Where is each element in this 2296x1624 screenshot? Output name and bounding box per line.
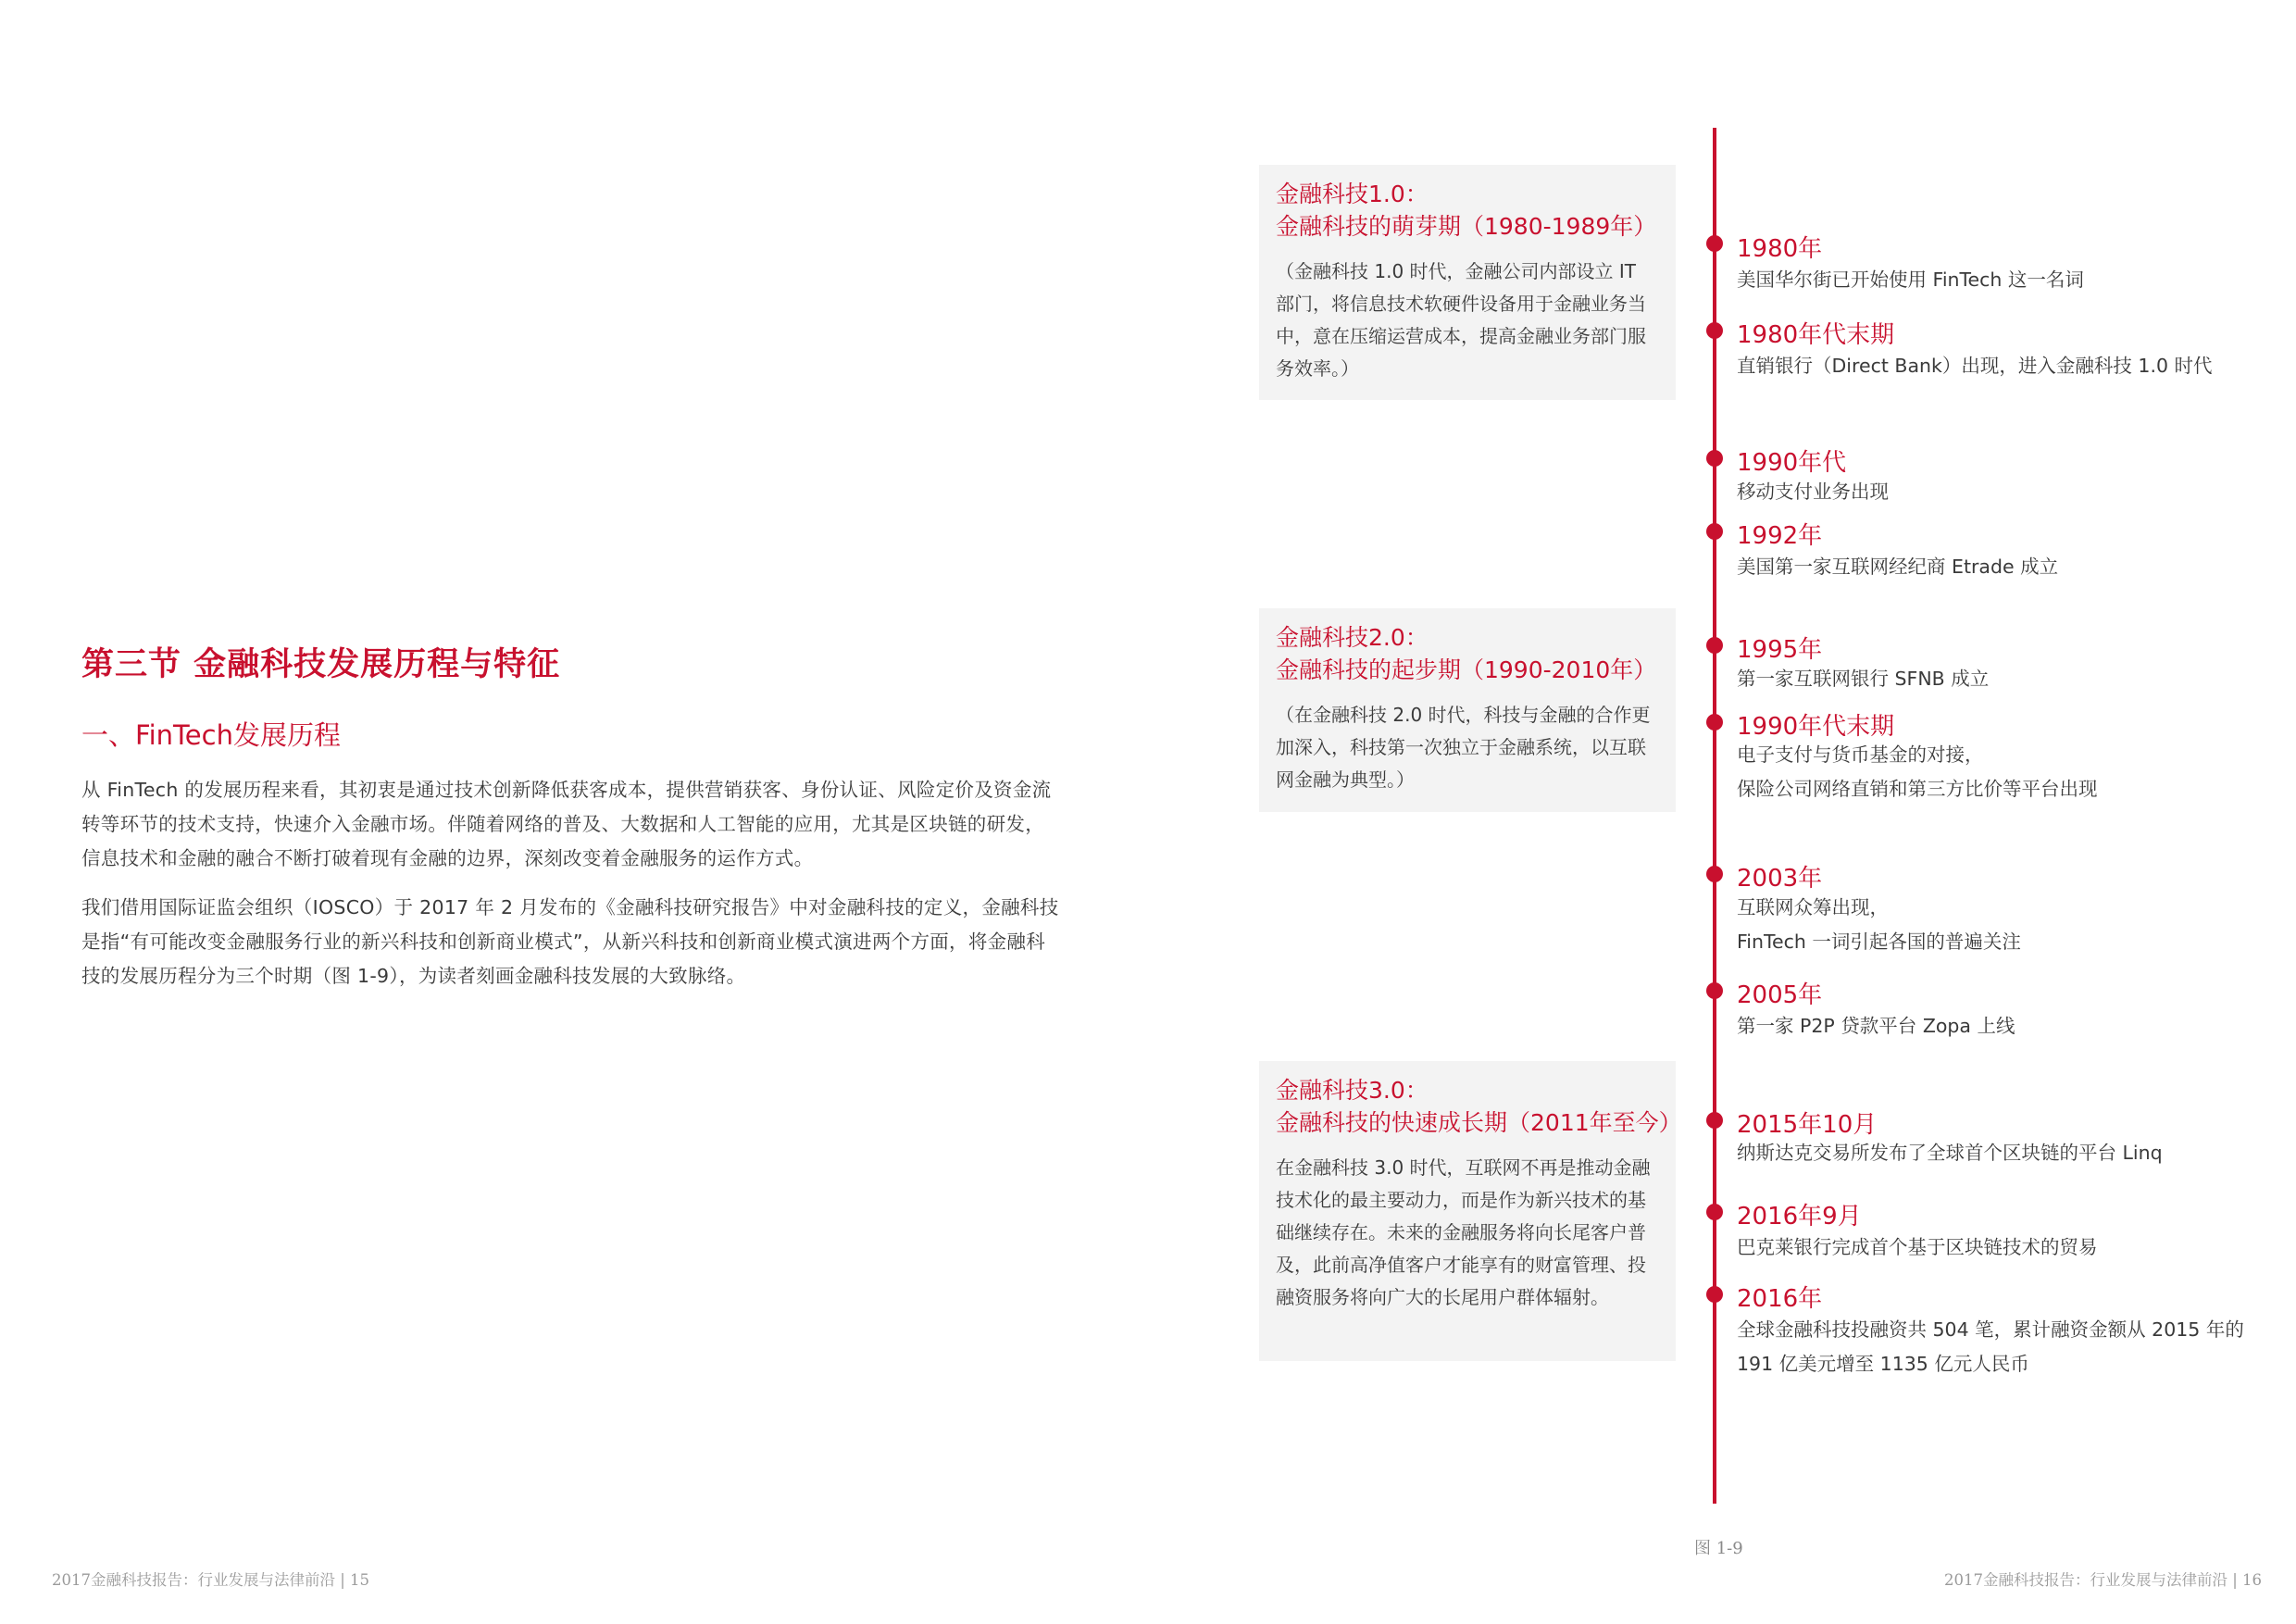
- era-title-line-2: 金融科技的快速成长期（2011年至今）: [1276, 1109, 1682, 1136]
- event-year: 2003年: [1737, 865, 1823, 893]
- timeline-dot: [1706, 982, 1723, 999]
- footer-left: 2017金融科技报告：行业发展与法律前沿 | 15: [52, 1571, 370, 1589]
- event-desc: 直销银行（Direct Bank）出现，进入金融科技 1.0 时代: [1737, 355, 2213, 377]
- event-year: 2016年9月: [1737, 1203, 1862, 1230]
- era-box-1: [1259, 165, 1676, 400]
- event-desc: 美国华尔街已开始使用 FinTech 这一名词: [1737, 269, 2084, 291]
- timeline-dot: [1706, 1204, 1723, 1220]
- event-desc: 互联网众筹出现， FinTech 一词引起各国的普遍关注: [1737, 896, 2021, 953]
- section-title: 第三节 金融科技发展历程与特征: [81, 646, 561, 683]
- era-title-line-2: 金融科技的萌芽期（1980-1989年）: [1276, 213, 1657, 240]
- era-title-line-1: 金融科技2.0：: [1276, 624, 1429, 651]
- timeline-dot: [1706, 1286, 1723, 1303]
- event-desc: 全球金融科技投融资共 504 笔，累计融资金额从 2015 年的 191 亿美元增至 1135 亿元人民币: [1737, 1318, 2244, 1375]
- era-body: （在金融科技 2.0 时代，科技与金融的合作更加深入，科技第一次独立于金融系统，以互联网金融为典型。）: [1276, 704, 1651, 791]
- figure-caption: 图 1-9: [1694, 1539, 1743, 1558]
- era-title: [1276, 1074, 1682, 1139]
- timeline-dot: [1706, 450, 1723, 467]
- event-desc: 纳斯达克交易所发布了全球首个区块链的平台 Linq: [1737, 1142, 2163, 1164]
- event-year: 2015年10月: [1737, 1111, 1878, 1139]
- era-box-2: [1259, 608, 1676, 812]
- event-desc: 第一家 P2P 贷款平台 Zopa 上线: [1737, 1015, 2015, 1037]
- event-year: 1990年代末期: [1737, 713, 1895, 741]
- event-year: 1990年代: [1737, 449, 1847, 477]
- event-year: 1980年: [1737, 235, 1823, 263]
- timeline-dot: [1706, 637, 1723, 654]
- event-desc: 移动支付业务出现: [1737, 481, 1889, 503]
- paragraph-2: 我们借用国际证监会组织（IOSCO）于 2017 年 2 月发布的《金融科技研究报告》中对金融科技的定义，金融科技是指“有可能改变金融服务行业的新兴科技和创新商业模式”，从新兴科技和创新商业模式演进两个方面，将金融科技的发展历程分为三个时期（图 1-9），为读者刻画金融科技发展的大致脉络。: [81, 896, 1059, 987]
- era-body: （金融科技 1.0 时代，金融公司内部设立 IT 部门，将信息技术软硬件设备用于金融业务当中，意在压缩运营成本，提高金融业务部门服务效率。）: [1276, 260, 1646, 380]
- era-title-line-2: 金融科技的起步期（1990-2010年）: [1276, 656, 1657, 683]
- event-year: 2016年: [1737, 1285, 1823, 1313]
- timeline-dot: [1706, 235, 1723, 252]
- sub-title: 一、FinTech发展历程: [81, 719, 341, 751]
- event-year: 1992年: [1737, 522, 1823, 550]
- event-year: 2005年: [1737, 981, 1823, 1009]
- paragraph-1: 从 FinTech 的发展历程来看，其初衷是通过技术创新降低获客成本，提供营销获客、身份认证、风险定价及资金流转等环节的技术支持，快速介入金融市场。伴随着网络的普及、大数据和人工智能的应用，尤其是区块链的研发，信息技术和金融的融合不断打破着现有金融的边界，深刻改变着金融服务的运作方式。: [81, 779, 1052, 869]
- event-year: 1995年: [1737, 636, 1823, 664]
- era-box-3: [1259, 1061, 1682, 1361]
- event-desc: 美国第一家互联网经纪商 Etrade 成立: [1737, 556, 2059, 578]
- timeline-dot: [1706, 866, 1723, 882]
- era-title-line-1: 金融科技1.0：: [1276, 181, 1429, 207]
- era-title: [1276, 621, 1656, 686]
- era-title: [1276, 178, 1656, 243]
- event-desc: 电子支付与货币基金的对接， 保险公司网络直销和第三方比价等平台出现: [1737, 743, 2098, 800]
- timeline-dot: [1706, 1112, 1723, 1129]
- event-year: 1980年代末期: [1737, 321, 1895, 349]
- event-desc: 巴克莱银行完成首个基于区块链技术的贸易: [1737, 1236, 2098, 1258]
- event-desc: 第一家互联网银行 SFNB 成立: [1737, 668, 1990, 690]
- timeline-dot: [1706, 322, 1723, 339]
- footer-right: 2017金融科技报告：行业发展与法律前沿 | 16: [1944, 1571, 2263, 1589]
- timeline-dot: [1706, 714, 1723, 731]
- timeline-dot: [1706, 523, 1723, 540]
- era-body: 在金融科技 3.0 时代，互联网不再是推动金融技术化的最主要动力，而是作为新兴技术的基础继续存在。未来的金融服务将向长尾客户普及，此前高净值客户才能享有的财富管理、投融资服务将向广大的长尾用户群体辐射。: [1276, 1156, 1651, 1308]
- era-title-line-1: 金融科技3.0：: [1276, 1077, 1429, 1104]
